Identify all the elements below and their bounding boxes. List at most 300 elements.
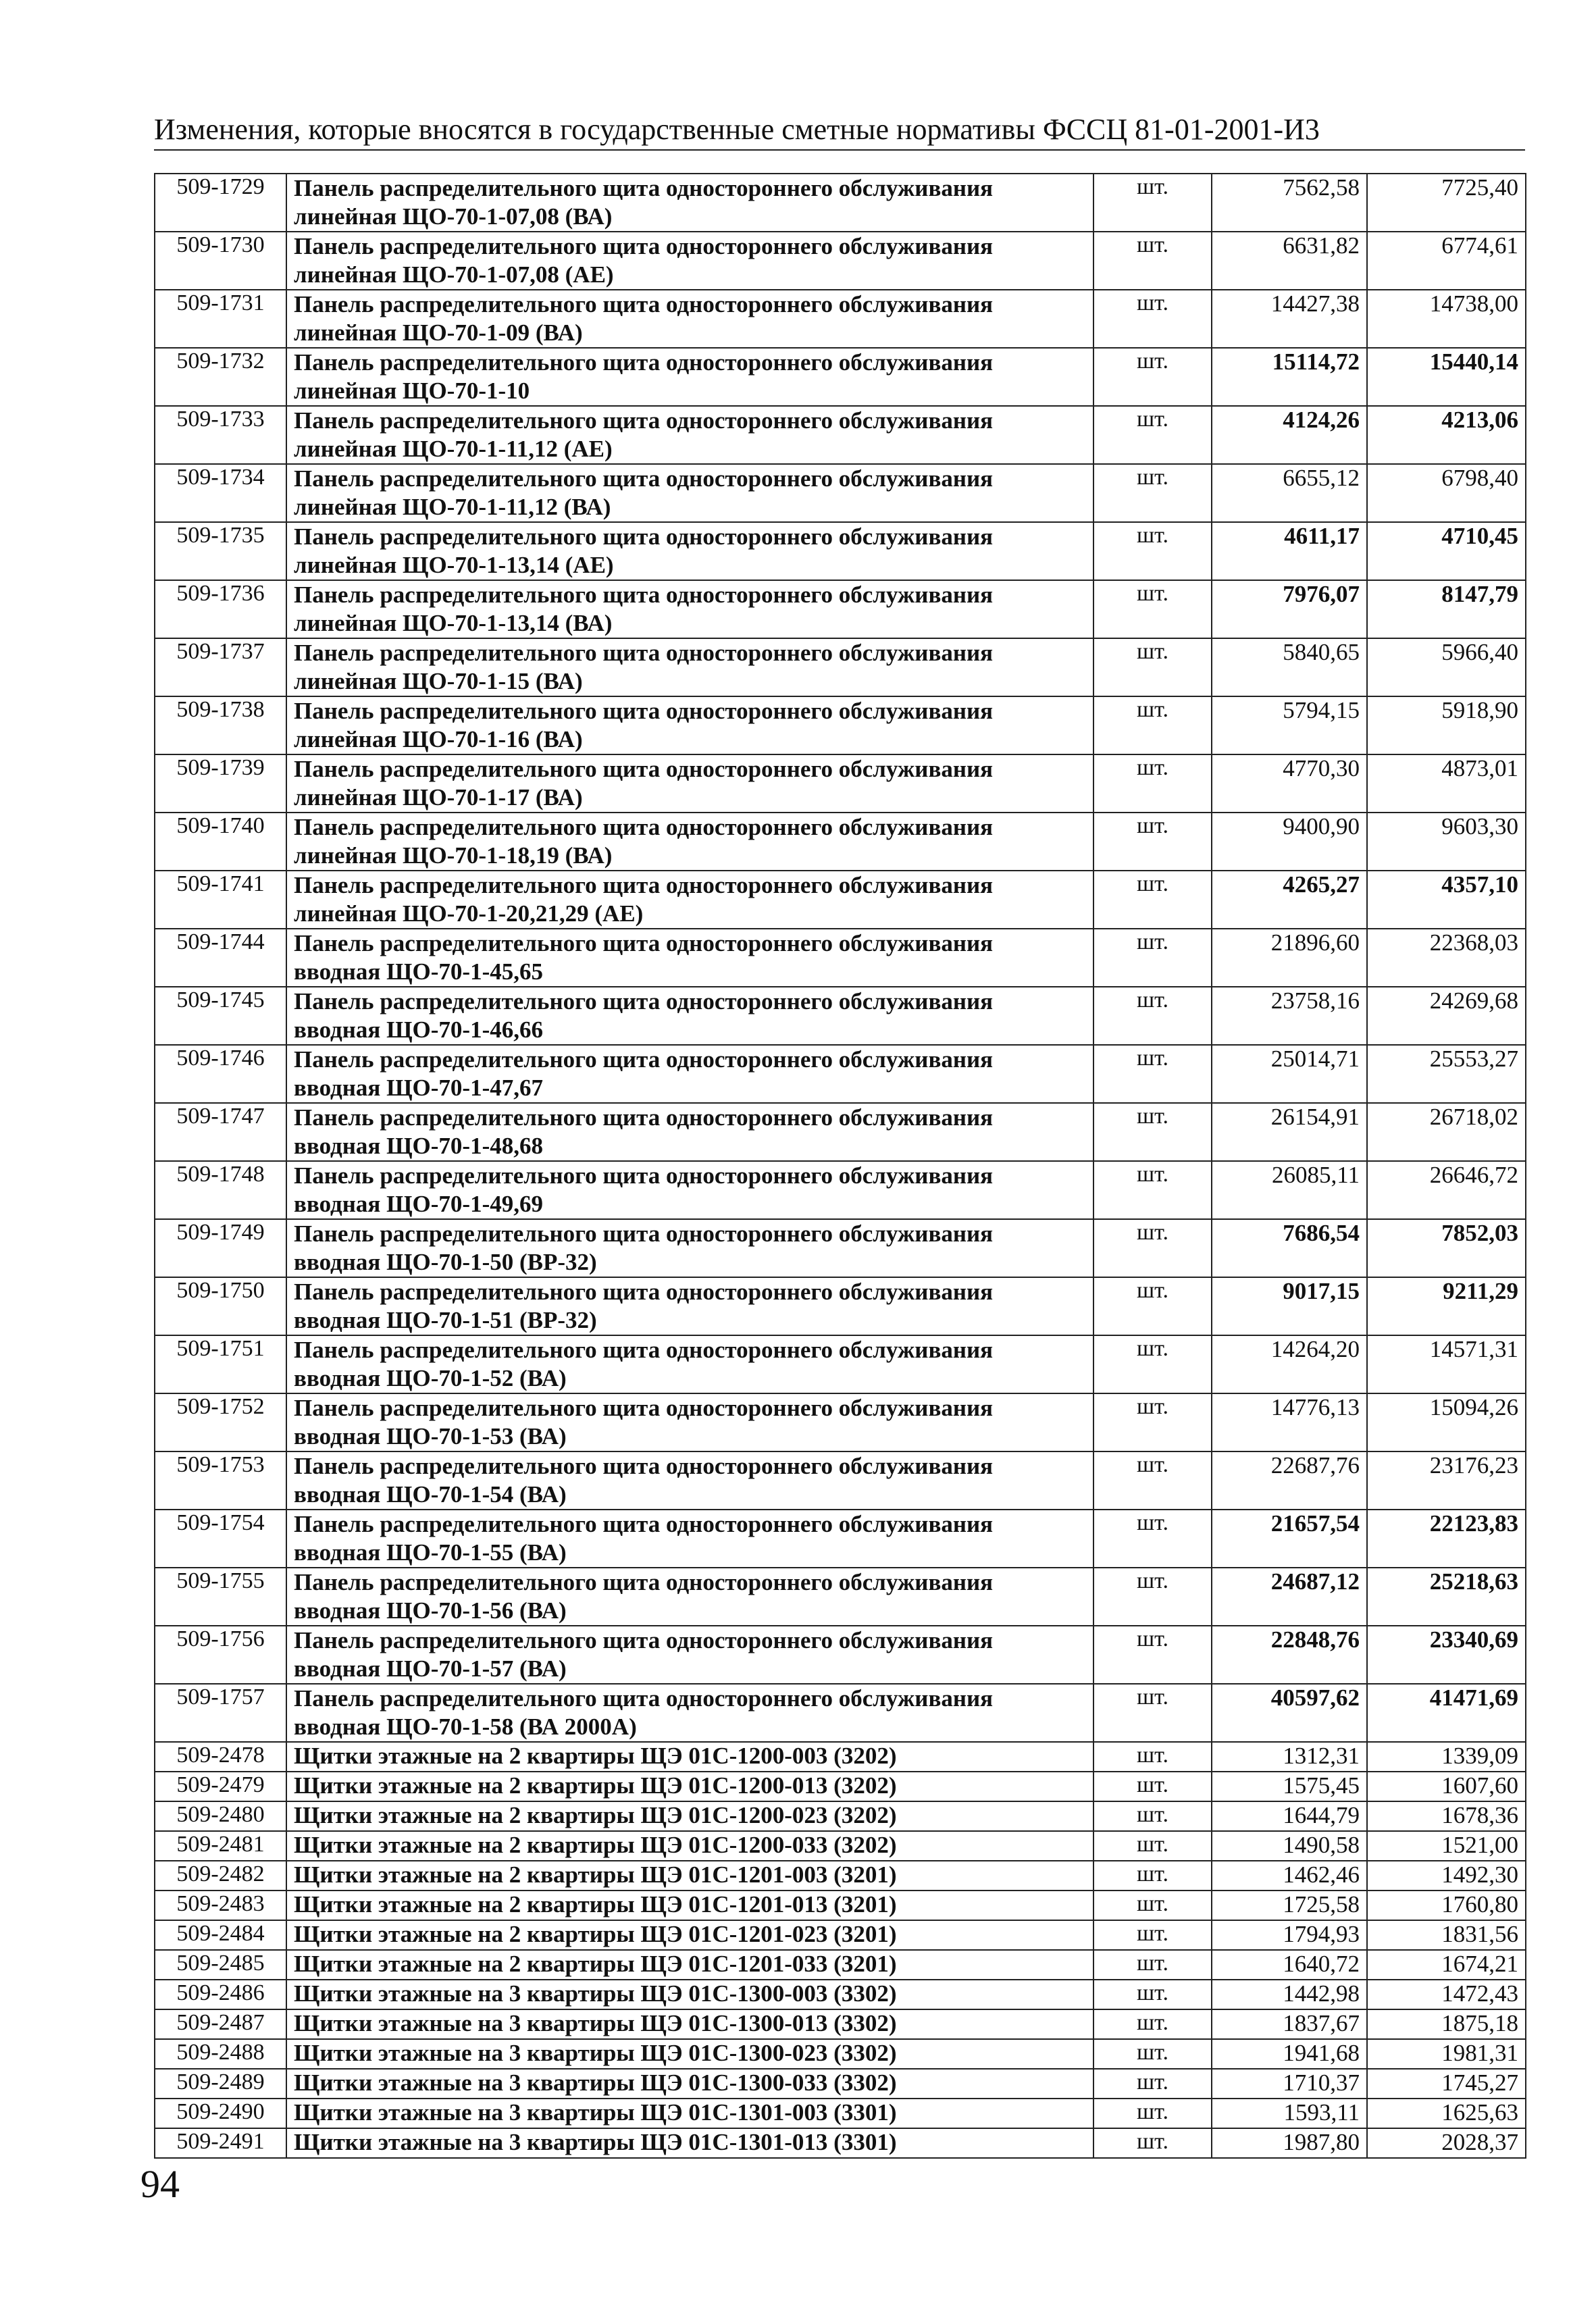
price-cell-1: 9017,15 (1212, 1277, 1367, 1335)
price-cell-2: 25553,27 (1367, 1045, 1526, 1103)
item-name-line-2: линейная ЩО-70-1-10 (294, 378, 530, 404)
item-code-cell: 509-2479 (155, 1772, 286, 1801)
price-cell-2: 14571,31 (1367, 1335, 1526, 1393)
unit-cell: шт. (1093, 1742, 1212, 1772)
item-code-cell: 509-1738 (155, 696, 286, 754)
item-name-line-1: Панель распределительного щита одностороннего обслуживания (294, 233, 994, 259)
item-name-line-2: вводная ЩО-70-1-51 (ВР-32) (294, 1307, 597, 1333)
price-cell-2: 26718,02 (1367, 1103, 1526, 1161)
table-row (155, 1277, 1526, 1335)
price-cell-1: 5840,65 (1212, 638, 1367, 696)
price-cell-1: 6655,12 (1212, 464, 1367, 522)
unit-cell: шт. (1093, 348, 1212, 406)
item-name-line-1: Панель распределительного щита одностороннего обслуживания (294, 1046, 994, 1073)
price-cell-2: 26646,72 (1367, 1161, 1526, 1219)
price-cell-2: 1521,00 (1367, 1831, 1526, 1861)
table-row (155, 580, 1526, 638)
item-name-cell (286, 1451, 1093, 1510)
item-name-cell (286, 1393, 1093, 1451)
item-name-cell (286, 464, 1093, 522)
item-name-cell (286, 871, 1093, 929)
table-row (155, 1831, 1526, 1861)
item-name-cell (286, 2128, 1093, 2158)
unit-cell: шт. (1093, 2039, 1212, 2069)
table-row (155, 1393, 1526, 1451)
table-row (155, 2009, 1526, 2039)
price-cell-1: 26085,11 (1212, 1161, 1367, 1219)
item-code-cell: 509-1752 (155, 1393, 286, 1451)
unit-cell: шт. (1093, 1393, 1212, 1451)
price-cell-1: 1575,45 (1212, 1772, 1367, 1801)
item-name-cell (286, 580, 1093, 638)
item-name-line-2: вводная ЩО-70-1-58 (ВА 2000А) (294, 1714, 637, 1740)
item-code-cell: 509-1739 (155, 754, 286, 813)
item-name-line-1: Панель распределительного щита одностороннего обслуживания (294, 1569, 994, 1595)
item-name-cell (286, 348, 1093, 406)
table-row (155, 987, 1526, 1045)
item-name-cell (286, 2039, 1093, 2069)
price-cell-2: 4873,01 (1367, 754, 1526, 813)
table-row (155, 464, 1526, 522)
item-name-cell (286, 1103, 1093, 1161)
price-cell-2: 1674,21 (1367, 1950, 1526, 1980)
item-code-cell: 509-1732 (155, 348, 286, 406)
price-cell-2: 1875,18 (1367, 2009, 1526, 2039)
item-name-cell (286, 1920, 1093, 1950)
item-name-line-1: Панель распределительного щита одностороннего обслуживания (294, 407, 994, 434)
price-cell-2: 1607,60 (1367, 1772, 1526, 1801)
item-code-cell: 509-2480 (155, 1801, 286, 1831)
unit-cell: шт. (1093, 1861, 1212, 1891)
page-number: 94 (140, 2162, 180, 2206)
item-name-line-1: Щитки этажные на 3 квартиры ЩЭ 01С-1300-033 (3302) (294, 2069, 897, 2096)
item-code-cell: 509-2484 (155, 1920, 286, 1950)
unit-cell: шт. (1093, 1891, 1212, 1920)
item-name-cell (286, 1684, 1093, 1742)
unit-cell: шт. (1093, 1161, 1212, 1219)
price-cell-2: 1831,56 (1367, 1920, 1526, 1950)
item-name-cell (286, 1801, 1093, 1831)
item-name-line-1: Щитки этажные на 3 квартиры ЩЭ 01С-1301-003 (3301) (294, 2099, 897, 2126)
price-cell-1: 26154,91 (1212, 1103, 1367, 1161)
item-name-line-2: линейная ЩО-70-1-13,14 (АЕ) (294, 552, 614, 578)
item-name-cell (286, 1980, 1093, 2009)
unit-cell: шт. (1093, 1103, 1212, 1161)
item-name-line-1: Панель распределительного щита одностороннего обслуживания (294, 1104, 994, 1131)
price-cell-2: 15094,26 (1367, 1393, 1526, 1451)
price-cell-2: 41471,69 (1367, 1684, 1526, 1742)
table-row (155, 1684, 1526, 1742)
unit-cell: шт. (1093, 1568, 1212, 1626)
item-name-line-1: Панель распределительного щита одностороннего обслуживания (294, 1337, 994, 1363)
price-table-container (154, 173, 1525, 2159)
item-name-cell (286, 174, 1093, 232)
item-name-line-2: вводная ЩО-70-1-52 (ВА) (294, 1365, 567, 1391)
table-row (155, 696, 1526, 754)
price-cell-1: 1837,67 (1212, 2009, 1367, 2039)
item-name-line-2: линейная ЩО-70-1-07,08 (АЕ) (294, 261, 614, 288)
item-name-line-1: Щитки этажные на 3 квартиры ЩЭ 01С-1300-013 (3302) (294, 2010, 897, 2036)
price-cell-2: 23340,69 (1367, 1626, 1526, 1684)
item-code-cell: 509-1737 (155, 638, 286, 696)
table-row (155, 1950, 1526, 1980)
item-name-cell (286, 1742, 1093, 1772)
item-name-line-2: вводная ЩО-70-1-49,69 (294, 1191, 543, 1217)
item-name-line-1: Щитки этажные на 2 квартиры ЩЭ 01С-1201-023 (3201) (294, 1921, 897, 1947)
item-code-cell: 509-1733 (155, 406, 286, 464)
item-code-cell: 509-1744 (155, 929, 286, 987)
item-name-line-2: вводная ЩО-70-1-50 (ВР-32) (294, 1249, 597, 1275)
item-name-line-1: Панель распределительного щита одностороннего обслуживания (294, 349, 994, 376)
item-name-line-1: Панель распределительного щита одностороннего обслуживания (294, 1453, 994, 1479)
item-name-line-1: Щитки этажные на 2 квартиры ЩЭ 01С-1201-013 (3201) (294, 1891, 897, 1918)
item-code-cell: 509-1756 (155, 1626, 286, 1684)
item-name-line-2: вводная ЩО-70-1-53 (ВА) (294, 1423, 567, 1449)
unit-cell: шт. (1093, 580, 1212, 638)
item-code-cell: 509-2490 (155, 2099, 286, 2128)
unit-cell: шт. (1093, 1451, 1212, 1510)
page-header: Изменения, которые вносятся в государственные сметные нормативы ФССЦ 81-01-2001-И3 (154, 112, 1525, 151)
item-name-line-1: Панель распределительного щита одностороннего обслуживания (294, 988, 994, 1014)
item-name-line-1: Панель распределительного щита одностороннего обслуживания (294, 1220, 994, 1247)
price-cell-2: 5966,40 (1367, 638, 1526, 696)
price-cell-2: 1339,09 (1367, 1742, 1526, 1772)
item-name-line-2: линейная ЩО-70-1-17 (ВА) (294, 784, 583, 811)
price-cell-1: 40597,62 (1212, 1684, 1367, 1742)
item-name-line-2: линейная ЩО-70-1-18,19 (ВА) (294, 842, 613, 869)
item-name-line-1: Панель распределительного щита одностороннего обслуживания (294, 582, 994, 608)
item-name-line-1: Панель распределительного щита одностороннего обслуживания (294, 872, 994, 898)
unit-cell: шт. (1093, 1045, 1212, 1103)
unit-cell: шт. (1093, 1801, 1212, 1831)
table-row (155, 1861, 1526, 1891)
unit-cell: шт. (1093, 754, 1212, 813)
item-code-cell: 509-2483 (155, 1891, 286, 1920)
unit-cell: шт. (1093, 929, 1212, 987)
item-code-cell: 509-1734 (155, 464, 286, 522)
item-name-line-1: Панель распределительного щита одностороннего обслуживания (294, 1685, 994, 1712)
price-cell-2: 1472,43 (1367, 1980, 1526, 2009)
item-name-cell (286, 2099, 1093, 2128)
table-row (155, 2039, 1526, 2069)
item-name-line-1: Панель распределительного щита одностороннего обслуживания (294, 930, 994, 956)
table-row (155, 929, 1526, 987)
item-code-cell: 509-2487 (155, 2009, 286, 2039)
table-row (155, 406, 1526, 464)
item-code-cell: 509-1731 (155, 290, 286, 348)
price-cell-2: 23176,23 (1367, 1451, 1526, 1510)
unit-cell: шт. (1093, 1277, 1212, 1335)
price-cell-2: 7852,03 (1367, 1219, 1526, 1277)
price-cell-2: 1492,30 (1367, 1861, 1526, 1891)
item-code-cell: 509-1740 (155, 813, 286, 871)
item-code-cell: 509-1748 (155, 1161, 286, 1219)
unit-cell: шт. (1093, 1626, 1212, 1684)
item-code-cell: 509-1751 (155, 1335, 286, 1393)
item-name-line-1: Панель распределительного щита одностороннего обслуживания (294, 175, 994, 201)
price-cell-2: 6798,40 (1367, 464, 1526, 522)
price-cell-2: 5918,90 (1367, 696, 1526, 754)
item-name-line-1: Панель распределительного щита одностороннего обслуживания (294, 814, 994, 840)
unit-cell: шт. (1093, 464, 1212, 522)
table-row (155, 1920, 1526, 1950)
item-name-cell (286, 1161, 1093, 1219)
table-row (155, 1161, 1526, 1219)
item-name-line-1: Панель распределительного щита одностороннего обслуживания (294, 291, 994, 317)
unit-cell: шт. (1093, 2009, 1212, 2039)
price-cell-1: 5794,15 (1212, 696, 1367, 754)
item-name-line-2: вводная ЩО-70-1-48,68 (294, 1133, 543, 1159)
price-cell-1: 4770,30 (1212, 754, 1367, 813)
price-cell-1: 1987,80 (1212, 2128, 1367, 2158)
item-name-cell (286, 406, 1093, 464)
unit-cell: шт. (1093, 2069, 1212, 2099)
table-row (155, 2099, 1526, 2128)
price-cell-2: 1760,80 (1367, 1891, 1526, 1920)
price-cell-1: 4124,26 (1212, 406, 1367, 464)
item-name-line-1: Панель распределительного щита одностороннего обслуживания (294, 1279, 994, 1305)
item-name-line-2: линейная ЩО-70-1-16 (ВА) (294, 726, 583, 752)
item-name-line-1: Щитки этажные на 2 квартиры ЩЭ 01С-1200-023 (3202) (294, 1802, 897, 1828)
item-name-cell (286, 813, 1093, 871)
price-cell-1: 1490,58 (1212, 1831, 1367, 1861)
price-cell-1: 25014,71 (1212, 1045, 1367, 1103)
unit-cell: шт. (1093, 522, 1212, 580)
price-cell-2: 8147,79 (1367, 580, 1526, 638)
table-row (155, 871, 1526, 929)
item-name-line-2: линейная ЩО-70-1-13,14 (ВА) (294, 610, 613, 636)
item-name-cell (286, 522, 1093, 580)
unit-cell: шт. (1093, 1335, 1212, 1393)
table-row (155, 1219, 1526, 1277)
item-name-line-1: Щитки этажные на 3 квартиры ЩЭ 01С-1300-023 (3302) (294, 2040, 897, 2066)
item-code-cell: 509-1750 (155, 1277, 286, 1335)
price-cell-2: 14738,00 (1367, 290, 1526, 348)
item-name-line-1: Панель распределительного щита одностороннего обслуживания (294, 756, 994, 782)
price-cell-1: 21657,54 (1212, 1510, 1367, 1568)
item-name-line-2: линейная ЩО-70-1-11,12 (АЕ) (294, 436, 613, 462)
unit-cell: шт. (1093, 1219, 1212, 1277)
unit-cell: шт. (1093, 987, 1212, 1045)
price-cell-2: 1678,36 (1367, 1801, 1526, 1831)
item-name-cell (286, 696, 1093, 754)
item-name-cell (286, 1335, 1093, 1393)
item-name-line-1: Панель распределительного щита одностороннего обслуживания (294, 1627, 994, 1653)
item-name-cell (286, 1626, 1093, 1684)
price-cell-1: 24687,12 (1212, 1568, 1367, 1626)
item-code-cell: 509-1754 (155, 1510, 286, 1568)
item-code-cell: 509-2489 (155, 2069, 286, 2099)
item-code-cell: 509-2478 (155, 1742, 286, 1772)
item-name-cell (286, 1950, 1093, 1980)
price-cell-1: 22687,76 (1212, 1451, 1367, 1510)
item-name-line-1: Панель распределительного щита одностороннего обслуживания (294, 523, 994, 550)
item-name-line-2: вводная ЩО-70-1-56 (ВА) (294, 1597, 567, 1624)
table-row (155, 638, 1526, 696)
item-name-line-2: вводная ЩО-70-1-47,67 (294, 1075, 543, 1101)
price-cell-1: 9400,90 (1212, 813, 1367, 871)
item-name-cell (286, 754, 1093, 813)
price-cell-1: 1462,46 (1212, 1861, 1367, 1891)
unit-cell: шт. (1093, 1684, 1212, 1742)
item-name-line-1: Панель распределительного щита одностороннего обслуживания (294, 698, 994, 724)
item-name-line-1: Панель распределительного щита одностороннего обслуживания (294, 1395, 994, 1421)
table-row (155, 348, 1526, 406)
item-code-cell: 509-1729 (155, 174, 286, 232)
unit-cell: шт. (1093, 1772, 1212, 1801)
item-code-cell: 509-1745 (155, 987, 286, 1045)
item-name-line-1: Панель распределительного щита одностороннего обслуживания (294, 640, 994, 666)
price-cell-1: 1941,68 (1212, 2039, 1367, 2069)
table-row (155, 1626, 1526, 1684)
unit-cell: шт. (1093, 174, 1212, 232)
table-row (155, 1801, 1526, 1831)
price-cell-1: 1442,98 (1212, 1980, 1367, 2009)
table-row (155, 174, 1526, 232)
table-row (155, 232, 1526, 290)
item-name-line-1: Щитки этажные на 3 квартиры ЩЭ 01С-1300-003 (3302) (294, 1980, 897, 2007)
table-row (155, 1451, 1526, 1510)
price-cell-2: 1745,27 (1367, 2069, 1526, 2099)
price-cell-1: 4611,17 (1212, 522, 1367, 580)
unit-cell: шт. (1093, 1950, 1212, 1980)
item-name-line-1: Панель распределительного щита одностороннего обслуживания (294, 465, 994, 492)
price-cell-2: 6774,61 (1367, 232, 1526, 290)
item-name-cell (286, 1277, 1093, 1335)
price-cell-2: 4357,10 (1367, 871, 1526, 929)
item-name-line-2: линейная ЩО-70-1-15 (ВА) (294, 668, 583, 694)
table-row (155, 1510, 1526, 1568)
price-cell-1: 14776,13 (1212, 1393, 1367, 1451)
item-code-cell: 509-2491 (155, 2128, 286, 2158)
item-name-line-2: линейная ЩО-70-1-11,12 (ВА) (294, 494, 611, 520)
item-code-cell: 509-2482 (155, 1861, 286, 1891)
table-row (155, 1103, 1526, 1161)
price-cell-1: 7562,58 (1212, 174, 1367, 232)
price-cell-2: 25218,63 (1367, 1568, 1526, 1626)
price-cell-1: 23758,16 (1212, 987, 1367, 1045)
table-row (155, 1045, 1526, 1103)
table-row (155, 813, 1526, 871)
unit-cell: шт. (1093, 2099, 1212, 2128)
table-row (155, 2128, 1526, 2158)
item-name-cell (286, 1891, 1093, 1920)
price-cell-1: 4265,27 (1212, 871, 1367, 929)
item-name-line-1: Щитки этажные на 2 квартиры ЩЭ 01С-1201-033 (3201) (294, 1951, 897, 1977)
item-name-line-2: линейная ЩО-70-1-09 (ВА) (294, 319, 583, 346)
price-cell-2: 4213,06 (1367, 406, 1526, 464)
unit-cell: шт. (1093, 638, 1212, 696)
table-row (155, 2069, 1526, 2099)
price-cell-2: 2028,37 (1367, 2128, 1526, 2158)
item-name-cell (286, 1861, 1093, 1891)
unit-cell: шт. (1093, 1510, 1212, 1568)
item-name-line-1: Щитки этажные на 2 квартиры ЩЭ 01С-1200-013 (3202) (294, 1772, 897, 1799)
item-name-line-2: линейная ЩО-70-1-07,08 (ВА) (294, 203, 613, 230)
price-cell-2: 22123,83 (1367, 1510, 1526, 1568)
item-name-line-2: вводная ЩО-70-1-54 (ВА) (294, 1481, 567, 1508)
item-code-cell: 509-1746 (155, 1045, 286, 1103)
item-name-cell (286, 1568, 1093, 1626)
price-cell-2: 9211,29 (1367, 1277, 1526, 1335)
price-cell-1: 1312,31 (1212, 1742, 1367, 1772)
item-code-cell: 509-1735 (155, 522, 286, 580)
item-code-cell: 509-1736 (155, 580, 286, 638)
price-cell-1: 6631,82 (1212, 232, 1367, 290)
unit-cell: шт. (1093, 813, 1212, 871)
unit-cell: шт. (1093, 1980, 1212, 2009)
price-table-body (155, 174, 1526, 2158)
table-row (155, 1568, 1526, 1626)
item-name-cell (286, 290, 1093, 348)
table-row (155, 522, 1526, 580)
table-row (155, 290, 1526, 348)
item-code-cell: 509-2485 (155, 1950, 286, 1980)
item-name-cell (286, 1045, 1093, 1103)
item-name-cell (286, 2009, 1093, 2039)
item-name-line-2: вводная ЩО-70-1-55 (ВА) (294, 1539, 567, 1566)
price-table (154, 173, 1526, 2159)
item-name-cell (286, 929, 1093, 987)
item-code-cell: 509-1757 (155, 1684, 286, 1742)
item-name-line-2: вводная ЩО-70-1-45,65 (294, 958, 543, 985)
price-cell-1: 14427,38 (1212, 290, 1367, 348)
unit-cell: шт. (1093, 290, 1212, 348)
price-cell-2: 15440,14 (1367, 348, 1526, 406)
table-row (155, 1335, 1526, 1393)
item-name-line-1: Щитки этажные на 2 квартиры ЩЭ 01С-1200-033 (3202) (294, 1832, 897, 1858)
price-cell-1: 7976,07 (1212, 580, 1367, 638)
item-name-line-2: вводная ЩО-70-1-57 (ВА) (294, 1655, 567, 1682)
unit-cell: шт. (1093, 406, 1212, 464)
unit-cell: шт. (1093, 1920, 1212, 1950)
table-row (155, 1742, 1526, 1772)
table-row (155, 754, 1526, 813)
item-name-line-1: Панель распределительного щита одностороннего обслуживания (294, 1162, 994, 1189)
unit-cell: шт. (1093, 2128, 1212, 2158)
item-name-cell (286, 987, 1093, 1045)
price-cell-1: 1710,37 (1212, 2069, 1367, 2099)
item-name-cell (286, 1831, 1093, 1861)
price-cell-1: 1794,93 (1212, 1920, 1367, 1950)
item-name-cell (286, 2069, 1093, 2099)
item-code-cell: 509-1730 (155, 232, 286, 290)
item-name-line-1: Щитки этажные на 2 квартиры ЩЭ 01С-1200-003 (3202) (294, 1743, 897, 1769)
item-name-line-2: линейная ЩО-70-1-20,21,29 (АЕ) (294, 900, 644, 927)
item-code-cell: 509-1747 (155, 1103, 286, 1161)
item-name-line-1: Панель распределительного щита одностороннего обслуживания (294, 1511, 994, 1537)
item-code-cell: 509-1749 (155, 1219, 286, 1277)
price-cell-1: 1644,79 (1212, 1801, 1367, 1831)
unit-cell: шт. (1093, 696, 1212, 754)
price-cell-2: 4710,45 (1367, 522, 1526, 580)
price-cell-2: 24269,68 (1367, 987, 1526, 1045)
item-name-cell (286, 232, 1093, 290)
table-row (155, 1891, 1526, 1920)
price-cell-2: 1625,63 (1367, 2099, 1526, 2128)
price-cell-1: 7686,54 (1212, 1219, 1367, 1277)
price-cell-2: 7725,40 (1367, 174, 1526, 232)
table-row (155, 1772, 1526, 1801)
unit-cell: шт. (1093, 871, 1212, 929)
item-name-cell (286, 1510, 1093, 1568)
item-code-cell: 509-1741 (155, 871, 286, 929)
item-name-line-2: вводная ЩО-70-1-46,66 (294, 1017, 543, 1043)
item-code-cell: 509-2481 (155, 1831, 286, 1861)
item-name-cell (286, 1772, 1093, 1801)
item-code-cell: 509-1753 (155, 1451, 286, 1510)
item-code-cell: 509-1755 (155, 1568, 286, 1626)
